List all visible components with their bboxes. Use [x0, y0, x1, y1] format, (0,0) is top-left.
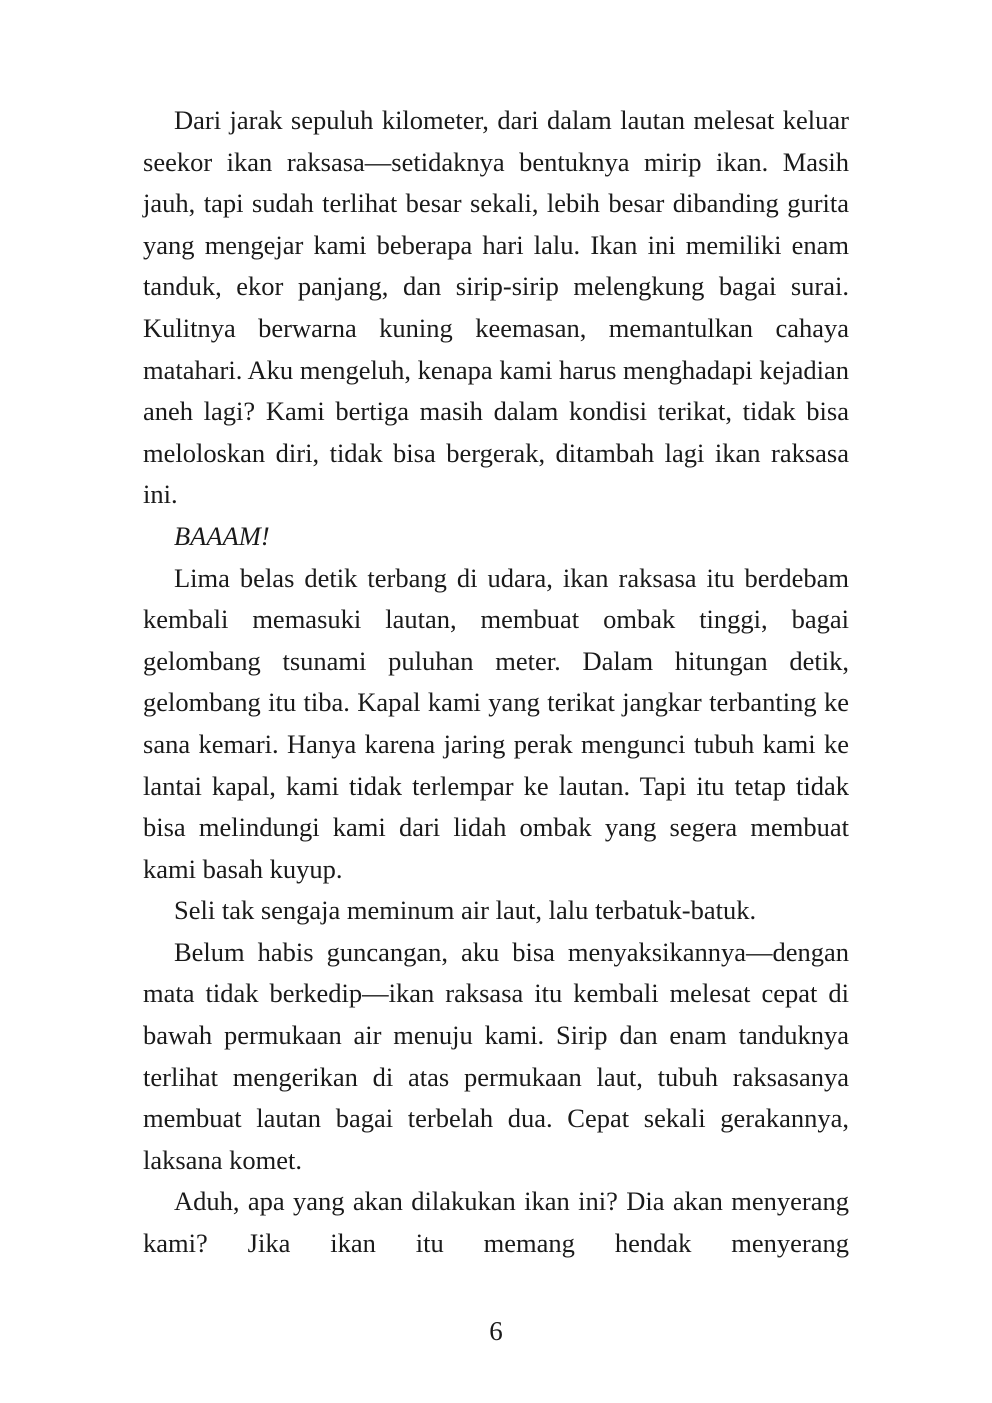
paragraph-5: Belum habis guncangan, aku bisa menyaksikannya—dengan mata tidak berkedip—ikan raksasa itu kembali melesat cepat di bawah permukaan air menuju kami. Sirip dan enam tanduknya terlihat mengerikan di atas permukaan laut, tubuh raksasanya membuat lautan bagai terbelah dua. Cepat sekali gerakannya, laksana komet. — [143, 936, 849, 1175]
paragraph-2-sound-effect: BAAAM! — [174, 520, 270, 551]
paragraph-1: Dari jarak sepuluh kilometer, dari dalam lautan melesat keluar seekor ikan raksasa—setidaknya bentuknya mirip ikan. Masih jauh, tapi sudah terlihat besar sekali, lebih besar dibanding gurita yang mengejar kami beberapa hari lalu. Ikan ini memiliki enam tanduk, ekor panjang, dan sirip-sirip melengkung bagai surai. Kulitnya berwarna kuning keemasan, memantulkan cahaya matahari. Aku mengeluh, kenapa kami harus menghadapi kejadian aneh lagi? Kami bertiga masih dalam kondisi terikat, tidak bisa meloloskan diri, tidak bisa bergerak, ditambah lagi ikan raksasa ini. — [143, 105, 849, 510]
paragraph-6: Aduh, apa yang akan dilakukan ikan ini? Dia akan menyerang kami? Jika ikan itu memang hendak menyerang — [143, 1186, 849, 1259]
page-number: 6 — [489, 1316, 503, 1346]
paragraph-3: Lima belas detik terbang di udara, ikan raksasa itu berdebam kembali memasuki lautan, membuat ombak tinggi, bagai gelombang tsunami puluhan meter. Dalam hitungan detik, gelombang itu tiba. Kapal kami yang terikat jangkar terbanting ke sana kemari. Hanya karena jaring perak mengunci tubuh kami ke lantai kapal, kami tidak terlempar ke lautan. Tapi itu tetap tidak bisa melindungi kami dari lidah ombak yang segera membuat kami basah kuyup. — [143, 562, 849, 884]
body-text — [143, 100, 849, 1265]
paragraph-4: Seli tak sengaja meminum air laut, lalu terbatuk-batuk. — [174, 895, 757, 926]
